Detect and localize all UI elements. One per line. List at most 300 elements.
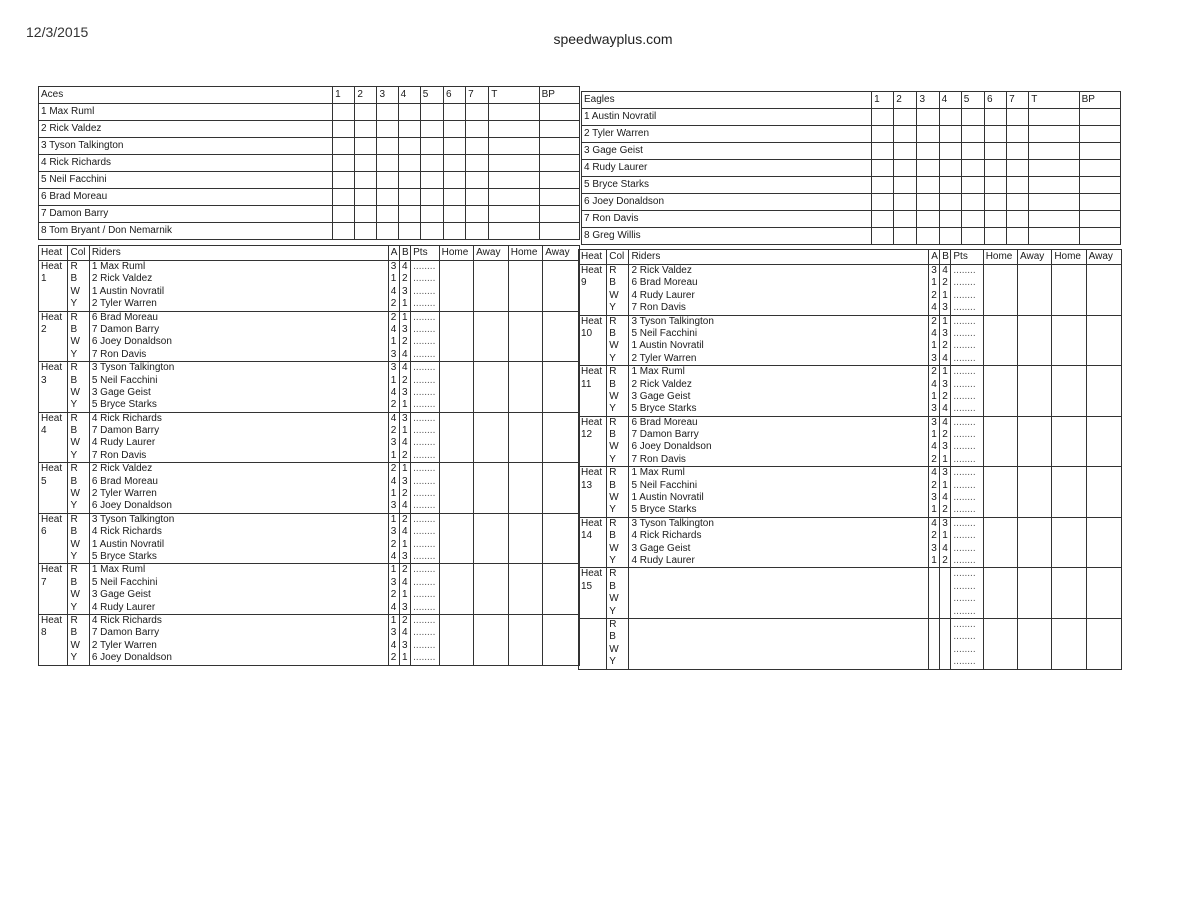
gate-a-line: 4 <box>390 386 397 398</box>
points-line[interactable]: ........ <box>953 340 976 352</box>
gate-colors-line: R <box>609 315 617 327</box>
home-score[interactable] <box>439 261 474 312</box>
score-cell[interactable] <box>1079 177 1120 194</box>
points-line[interactable]: ........ <box>413 513 436 525</box>
home-total[interactable] <box>1052 467 1086 518</box>
points-line[interactable]: ........ <box>953 656 976 668</box>
score-cell[interactable] <box>355 138 377 155</box>
points-line[interactable]: ........ <box>953 542 976 554</box>
score-cell[interactable] <box>1029 177 1079 194</box>
score-cell[interactable] <box>1029 211 1079 228</box>
score-cell[interactable] <box>398 223 420 240</box>
score-cell[interactable] <box>539 223 579 240</box>
points-line[interactable]: ........ <box>413 564 436 576</box>
score-cell[interactable] <box>539 189 579 206</box>
home-total[interactable] <box>508 513 543 564</box>
score-cell[interactable] <box>917 109 939 126</box>
score-cell[interactable] <box>939 228 961 245</box>
score-cell[interactable] <box>420 223 443 240</box>
points-line[interactable]: ........ <box>413 425 436 437</box>
gate-colors-line: Y <box>609 605 616 617</box>
score-cell[interactable] <box>333 172 355 189</box>
home-total[interactable] <box>1052 618 1086 669</box>
score-cell[interactable] <box>377 223 398 240</box>
points-line[interactable]: ........ <box>953 580 976 592</box>
points-line[interactable]: ........ <box>953 378 976 390</box>
home-score[interactable] <box>439 564 474 615</box>
score-cell[interactable] <box>489 121 539 138</box>
score-cell[interactable] <box>398 206 420 223</box>
score-cell[interactable] <box>1079 228 1120 245</box>
score-cell[interactable] <box>333 121 355 138</box>
score-cell[interactable] <box>355 206 377 223</box>
points-line[interactable]: ........ <box>953 453 976 465</box>
score-cell[interactable] <box>355 155 377 172</box>
away-score[interactable] <box>474 311 509 362</box>
score-cell[interactable] <box>917 143 939 160</box>
score-cell[interactable] <box>466 104 489 121</box>
score-cell[interactable] <box>1029 109 1079 126</box>
score-cell[interactable] <box>1007 228 1029 245</box>
home-total[interactable] <box>1052 265 1086 316</box>
gate-colors-line: Y <box>70 652 78 664</box>
score-cell[interactable] <box>1007 211 1029 228</box>
home-total[interactable] <box>508 614 543 665</box>
points-line[interactable]: ........ <box>953 289 976 301</box>
score-cell[interactable] <box>961 160 984 177</box>
roster-rider: 2 Tyler Warren <box>582 126 872 143</box>
score-cell[interactable] <box>420 172 443 189</box>
points-line[interactable]: ........ <box>953 327 976 339</box>
points-line[interactable]: ........ <box>953 429 976 441</box>
score-cell[interactable] <box>377 121 398 138</box>
score-cell[interactable] <box>443 138 465 155</box>
points-line[interactable]: ........ <box>413 463 436 475</box>
away-total[interactable] <box>543 362 580 413</box>
score-cell[interactable] <box>1079 126 1120 143</box>
points-line[interactable]: ........ <box>953 593 976 605</box>
score-cell[interactable] <box>333 155 355 172</box>
score-cell[interactable] <box>917 160 939 177</box>
score-cell[interactable] <box>377 189 398 206</box>
score-cell[interactable] <box>443 172 465 189</box>
home-total[interactable] <box>508 362 543 413</box>
score-cell[interactable] <box>420 104 443 121</box>
away-total[interactable] <box>1086 315 1121 366</box>
score-cell[interactable] <box>872 228 894 245</box>
gate-b-line: 4 <box>942 352 948 364</box>
away-total[interactable] <box>543 412 580 463</box>
home-total[interactable] <box>1052 366 1086 417</box>
score-cell[interactable] <box>398 155 420 172</box>
score-cell[interactable] <box>1029 143 1079 160</box>
score-cell[interactable] <box>443 121 465 138</box>
points-line[interactable]: ........ <box>953 441 976 453</box>
score-cell[interactable] <box>961 109 984 126</box>
score-cell[interactable] <box>961 126 984 143</box>
away-total[interactable] <box>543 564 580 615</box>
home-score[interactable] <box>439 614 474 665</box>
score-cell[interactable] <box>539 104 579 121</box>
score-cell[interactable] <box>377 155 398 172</box>
points-line[interactable]: ........ <box>413 576 436 588</box>
score-cell[interactable] <box>489 138 539 155</box>
score-cell[interactable] <box>489 155 539 172</box>
away-score[interactable] <box>1018 517 1052 568</box>
points-line[interactable]: ........ <box>413 399 436 411</box>
away-score[interactable] <box>474 463 509 514</box>
away-score[interactable] <box>1018 265 1052 316</box>
points-line[interactable]: ........ <box>953 467 976 479</box>
score-cell[interactable] <box>333 223 355 240</box>
away-total[interactable] <box>543 311 580 362</box>
score-cell[interactable] <box>984 194 1006 211</box>
score-cell[interactable] <box>443 104 465 121</box>
points-line[interactable]: ........ <box>953 390 976 402</box>
score-cell[interactable] <box>939 126 961 143</box>
home-score[interactable] <box>439 513 474 564</box>
score-cell[interactable] <box>443 189 465 206</box>
score-cell[interactable] <box>984 160 1006 177</box>
score-cell[interactable] <box>466 155 489 172</box>
away-score[interactable] <box>474 564 509 615</box>
points-line[interactable]: ........ <box>413 437 436 449</box>
score-cell[interactable] <box>1007 126 1029 143</box>
score-cell[interactable] <box>984 228 1006 245</box>
away-score[interactable] <box>1018 467 1052 518</box>
gate-b-line: 2 <box>942 429 948 441</box>
score-cell[interactable] <box>872 160 894 177</box>
score-cell[interactable] <box>894 143 917 160</box>
score-cell[interactable] <box>872 177 894 194</box>
score-cell[interactable] <box>894 126 917 143</box>
points-line[interactable]: ........ <box>413 550 436 562</box>
score-cell[interactable] <box>398 104 420 121</box>
score-cell[interactable] <box>872 194 894 211</box>
away-total[interactable] <box>1086 265 1121 316</box>
points-line[interactable]: ........ <box>953 517 976 529</box>
score-cell[interactable] <box>466 223 489 240</box>
points-line[interactable]: ........ <box>953 568 976 580</box>
roster-rider: 3 Gage Geist <box>582 143 872 160</box>
score-cell[interactable] <box>1029 228 1079 245</box>
score-cell[interactable] <box>872 126 894 143</box>
score-cell[interactable] <box>398 172 420 189</box>
points-line[interactable]: ........ <box>413 601 436 613</box>
points-line[interactable]: ........ <box>413 311 436 323</box>
gate-colors-line: Y <box>609 403 616 415</box>
score-cell[interactable] <box>443 223 465 240</box>
home-score[interactable] <box>439 463 474 514</box>
score-cell[interactable] <box>1079 143 1120 160</box>
gate-b-line: 4 <box>942 403 948 415</box>
points-line[interactable]: ........ <box>953 265 976 276</box>
score-cell[interactable] <box>1079 194 1120 211</box>
score-cell[interactable] <box>1079 160 1120 177</box>
heat-number: 7 <box>41 576 47 588</box>
score-cell[interactable] <box>539 155 579 172</box>
score-cell[interactable] <box>1007 160 1029 177</box>
points-line[interactable]: ........ <box>413 500 436 512</box>
score-cell[interactable] <box>539 172 579 189</box>
score-cell[interactable] <box>377 206 398 223</box>
gate-b-line: 3 <box>942 302 948 314</box>
points-line[interactable]: ........ <box>953 492 976 504</box>
home-total[interactable] <box>508 463 543 514</box>
points-line[interactable]: ........ <box>413 273 436 285</box>
home-total[interactable] <box>1052 517 1086 568</box>
away-total[interactable] <box>1086 416 1121 467</box>
points-line[interactable]: ........ <box>413 627 436 639</box>
home-score[interactable] <box>439 412 474 463</box>
score-cell[interactable] <box>489 104 539 121</box>
away-total[interactable] <box>543 261 580 312</box>
score-cell[interactable] <box>917 177 939 194</box>
points-line[interactable]: ........ <box>413 526 436 538</box>
points-line[interactable]: ........ <box>413 589 436 601</box>
points-line[interactable]: ........ <box>413 652 436 664</box>
points-line[interactable]: ........ <box>413 614 436 626</box>
heat-label-text: Heat <box>581 416 603 428</box>
home-score[interactable] <box>983 315 1017 366</box>
points-line[interactable]: ........ <box>953 403 976 415</box>
home-score[interactable] <box>983 568 1017 619</box>
away-total[interactable] <box>1086 467 1121 518</box>
score-cell[interactable] <box>420 206 443 223</box>
points-line[interactable]: ........ <box>413 323 436 335</box>
away-total[interactable] <box>1086 517 1121 568</box>
points-line[interactable]: ........ <box>413 298 436 310</box>
home-score[interactable] <box>983 265 1017 316</box>
score-cell[interactable] <box>894 177 917 194</box>
score-cell[interactable] <box>894 109 917 126</box>
heat-riders-line <box>631 606 926 618</box>
score-cell[interactable] <box>377 104 398 121</box>
points-line[interactable]: ........ <box>413 362 436 374</box>
points-line[interactable]: ........ <box>953 554 976 566</box>
score-cell[interactable] <box>420 138 443 155</box>
away-score[interactable] <box>1018 366 1052 417</box>
score-cell[interactable] <box>489 206 539 223</box>
score-cell[interactable] <box>939 143 961 160</box>
home-total[interactable] <box>1052 315 1086 366</box>
score-cell[interactable] <box>939 177 961 194</box>
score-cell[interactable] <box>984 109 1006 126</box>
score-cell[interactable] <box>333 138 355 155</box>
score-cell[interactable] <box>1007 177 1029 194</box>
score-cell[interactable] <box>961 228 984 245</box>
score-cell[interactable] <box>939 109 961 126</box>
score-cell[interactable] <box>355 121 377 138</box>
points-line[interactable]: ........ <box>413 475 436 487</box>
score-cell[interactable] <box>939 160 961 177</box>
away-score[interactable] <box>1018 416 1052 467</box>
home-total[interactable] <box>508 261 543 312</box>
gate-colors-line: R <box>609 568 617 580</box>
points <box>951 517 983 568</box>
home-total[interactable] <box>1052 416 1086 467</box>
score-cell[interactable] <box>984 126 1006 143</box>
score-cell[interactable] <box>355 189 377 206</box>
gate-colors-line: B <box>609 429 616 441</box>
points-line[interactable]: ........ <box>953 643 976 655</box>
home-score[interactable] <box>983 618 1017 669</box>
gate-b-line: 3 <box>942 441 948 453</box>
points-line[interactable]: ........ <box>953 504 976 516</box>
score-cell[interactable] <box>466 206 489 223</box>
score-cell[interactable] <box>443 155 465 172</box>
points-line[interactable]: ........ <box>953 631 976 643</box>
home-score[interactable] <box>439 362 474 413</box>
home-score[interactable] <box>983 467 1017 518</box>
away-total[interactable] <box>543 513 580 564</box>
away-total[interactable] <box>1086 618 1121 669</box>
points-line[interactable]: ........ <box>413 449 436 461</box>
gate-b-line <box>942 656 948 668</box>
score-cell[interactable] <box>355 172 377 189</box>
score-cell[interactable] <box>377 172 398 189</box>
away-total[interactable] <box>1086 568 1121 619</box>
points-line[interactable]: ........ <box>413 285 436 297</box>
points-line[interactable]: ........ <box>413 538 436 550</box>
score-cell[interactable] <box>1029 194 1079 211</box>
roster-row <box>582 211 1121 228</box>
points-line[interactable]: ........ <box>413 336 436 348</box>
score-cell[interactable] <box>872 211 894 228</box>
away-score[interactable] <box>474 261 509 312</box>
score-cell[interactable] <box>539 121 579 138</box>
score-cell[interactable] <box>872 143 894 160</box>
score-cell[interactable] <box>894 160 917 177</box>
score-cell[interactable] <box>939 211 961 228</box>
score-cell[interactable] <box>489 223 539 240</box>
score-cell[interactable] <box>1079 109 1120 126</box>
away-total[interactable] <box>543 614 580 665</box>
points-line[interactable]: ........ <box>953 315 976 327</box>
score-cell[interactable] <box>894 211 917 228</box>
points-line[interactable]: ........ <box>413 374 436 386</box>
score-cell[interactable] <box>466 138 489 155</box>
points-line[interactable]: ........ <box>953 352 976 364</box>
roster-rider: 1 Austin Novratil <box>582 109 872 126</box>
score-cell[interactable] <box>894 228 917 245</box>
home-total[interactable] <box>508 412 543 463</box>
score-cell[interactable] <box>917 126 939 143</box>
points-line[interactable]: ........ <box>413 348 436 360</box>
score-cell[interactable] <box>398 189 420 206</box>
score-cell[interactable] <box>894 194 917 211</box>
score-cell[interactable] <box>489 189 539 206</box>
points-line[interactable]: ........ <box>953 366 976 378</box>
gate-colors-line: Y <box>70 298 78 310</box>
home-score[interactable] <box>983 366 1017 417</box>
heat-riders-line: 1 Max Ruml <box>91 261 146 272</box>
score-cell[interactable] <box>466 121 489 138</box>
score-cell[interactable] <box>420 155 443 172</box>
score-cell[interactable] <box>984 211 1006 228</box>
heat-riders-line: 3 Tyson Talkington <box>631 315 714 327</box>
away-score[interactable] <box>474 412 509 463</box>
points-line[interactable]: ........ <box>953 302 976 314</box>
away-score[interactable] <box>474 362 509 413</box>
score-cell[interactable] <box>1007 194 1029 211</box>
score-cell[interactable] <box>961 143 984 160</box>
score-cell[interactable] <box>1079 211 1120 228</box>
score-cell[interactable] <box>961 211 984 228</box>
score-cell[interactable] <box>939 194 961 211</box>
points-line[interactable]: ........ <box>953 530 976 542</box>
points-line[interactable]: ........ <box>413 386 436 398</box>
score-cell[interactable] <box>398 121 420 138</box>
points-line[interactable]: ........ <box>413 639 436 651</box>
away-total[interactable] <box>543 463 580 514</box>
score-cell[interactable] <box>466 172 489 189</box>
score-cell[interactable] <box>420 121 443 138</box>
home-total[interactable] <box>508 311 543 362</box>
score-cell[interactable] <box>961 177 984 194</box>
points-line[interactable]: ........ <box>413 261 436 272</box>
score-cell[interactable] <box>539 206 579 223</box>
score-cell[interactable] <box>984 143 1006 160</box>
points-line[interactable]: ........ <box>953 277 976 289</box>
away-score[interactable] <box>1018 618 1052 669</box>
score-cell[interactable] <box>539 138 579 155</box>
score-cell[interactable] <box>1007 109 1029 126</box>
home-score[interactable] <box>439 311 474 362</box>
points-line[interactable]: ........ <box>953 416 976 428</box>
score-cell[interactable] <box>1007 143 1029 160</box>
score-cell[interactable] <box>377 138 398 155</box>
score-cell[interactable] <box>333 189 355 206</box>
gate-a-line: 4 <box>390 412 397 424</box>
score-cell[interactable] <box>984 177 1006 194</box>
points-line[interactable]: ........ <box>413 488 436 500</box>
points-line[interactable]: ........ <box>413 412 436 424</box>
points-line[interactable]: ........ <box>953 479 976 491</box>
score-cell[interactable] <box>443 206 465 223</box>
score-cell[interactable] <box>355 223 377 240</box>
home-total[interactable] <box>508 564 543 615</box>
away-total[interactable] <box>1086 366 1121 417</box>
score-cell[interactable] <box>420 189 443 206</box>
score-cell[interactable] <box>333 206 355 223</box>
home-score[interactable] <box>983 416 1017 467</box>
away-score[interactable] <box>474 614 509 665</box>
heat-riders-line: 4 Rudy Laurer <box>91 601 156 613</box>
score-cell[interactable] <box>1029 160 1079 177</box>
score-cell[interactable] <box>917 211 939 228</box>
points-line[interactable]: ........ <box>953 618 976 630</box>
score-cell[interactable] <box>489 172 539 189</box>
heat-riders-line: 2 Tyler Warren <box>91 639 157 651</box>
score-cell[interactable] <box>917 228 939 245</box>
score-cell[interactable] <box>398 138 420 155</box>
score-cell[interactable] <box>355 104 377 121</box>
home-total[interactable] <box>1052 568 1086 619</box>
score-cell[interactable] <box>872 109 894 126</box>
score-cell[interactable] <box>333 104 355 121</box>
score-cell[interactable] <box>917 194 939 211</box>
points-line[interactable]: ........ <box>953 605 976 617</box>
score-cell[interactable] <box>1029 126 1079 143</box>
away-score[interactable] <box>474 513 509 564</box>
score-cell[interactable] <box>961 194 984 211</box>
away-score[interactable] <box>1018 315 1052 366</box>
away-score[interactable] <box>1018 568 1052 619</box>
gate-b-line: 1 <box>401 399 408 411</box>
home-score[interactable] <box>983 517 1017 568</box>
score-cell[interactable] <box>466 189 489 206</box>
